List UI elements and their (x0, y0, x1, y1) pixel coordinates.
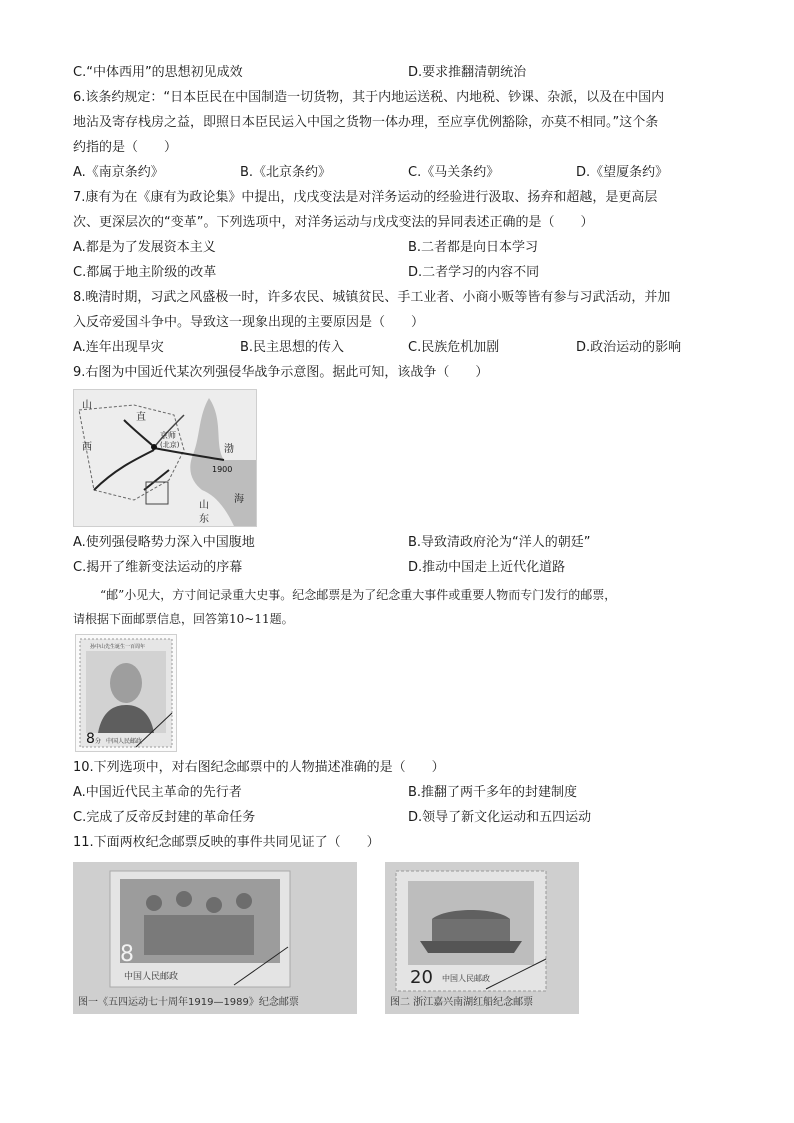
stamp-2-caption: 图一《五四运动七十周年1919—1989》纪念邮票 (78, 997, 299, 1008)
q8-option-b: B.民主思想的传入 (240, 340, 345, 355)
stamp-3-graphic (386, 863, 578, 1013)
q7-option-c: C.都属于地主阶级的改革 (73, 265, 217, 280)
q9-stem: 9.右图为中国近代某次列强侵华战争示意图。据此可知，该战争（ ） (73, 365, 489, 380)
map-label-bottom: 山 (199, 500, 209, 511)
stamp-intro-line-1: “邮”小见大，方寸间记录重大史事。纪念邮票是为了纪念重大事件或重要人物而专门发行的邮票， (100, 588, 617, 602)
stamp-red-boat (385, 862, 579, 1014)
q10-option-c: C.完成了反帝反封建的革命任务 (73, 810, 256, 825)
q8-option-d: D.政治运动的影响 (576, 340, 682, 355)
stamp-2-figure-4 (236, 893, 252, 909)
q8-stem-line-2: 入反帝爱国斗争中。导致这一现象出现的主要原因是（ ） (73, 315, 425, 330)
stamp-1-graphic (76, 635, 176, 751)
q7-option-a: A.都是为了发展资本主义 (73, 240, 216, 255)
stamp-3-caption: 图二 浙江嘉兴南湖红船纪念邮票 (390, 997, 534, 1008)
q9-option-a: A.使列强侵略势力深入中国腹地 (73, 535, 255, 550)
map-label-year: 1900 (212, 465, 233, 474)
q6-stem-line-3: 约指的是（ ） (73, 140, 178, 155)
q6-option-d: D.《望厦条约》 (576, 165, 669, 180)
q9-war-map (73, 389, 257, 527)
stamp-1-unit: 分 (95, 738, 102, 745)
stamp-2-figure-2 (176, 891, 192, 907)
stamp-2-country: 中国人民邮政 (124, 972, 179, 982)
stamp-1-top-text: 孙中山先生诞生一百周年 (90, 644, 146, 650)
q6-stem-line-2: 地沾及寄存栈房之益，即照日本臣民运入中国之货物一体办理，至应享优例豁除，亦莫不相同。”这个条 (73, 115, 659, 130)
q6-option-c: C.《马关条约》 (408, 165, 500, 180)
q11-stem: 11.下面两枚纪念邮票反映的事件共同见证了（ ） (73, 835, 380, 850)
q9-option-c: C.揭开了维新变法运动的序幕 (73, 560, 243, 575)
q5-option-d: D.要求推翻清朝统治 (408, 65, 527, 80)
map-label-left: 西 (82, 442, 92, 453)
stamp-2-figure-1 (146, 895, 162, 911)
q8-stem-line-1: 8.晚清时期，习武之风盛极一时，许多农民、城镇贫民、手工业者、小商小贩等皆有参与习武活动，并加 (73, 290, 671, 305)
map-graphic (74, 390, 256, 526)
stamp-1-value: 8 (86, 731, 95, 747)
q6-stem-line-1: 6.该条约规定：“日本臣民在中国制造一切货物，其于内地运送税、内地税、钞课、杂派，以及在中国内 (73, 90, 665, 105)
stamp-sun-yat-sen (75, 634, 177, 752)
q6-option-a: A.《南京条约》 (73, 165, 164, 180)
map-label-top-mid: 直 (136, 412, 146, 423)
q7-stem-line-1: 7.康有为在《康有为政论集》中提出，戊戌变法是对洋务运动的经验进行汲取、扬弃和超越，是更高层 (73, 190, 658, 205)
stamp-2-value: 8 (120, 942, 134, 967)
stamp-3-value: 20 (410, 967, 433, 988)
stamp-intro-line-2: 请根据下面邮票信息，回答第10~11题。 (73, 612, 294, 626)
q5-option-c: C.“中体西用”的思想初见成效 (73, 65, 243, 80)
q9-option-b: B.导致清政府沦为“洋人的朝廷” (408, 535, 591, 550)
stamp-1-portrait-head (110, 663, 142, 703)
q10-stem: 10.下列选项中，对右图纪念邮票中的人物描述准确的是（ ） (73, 760, 445, 775)
map-label-bottom-2: 东 (199, 514, 209, 525)
stamp-3-boat-hull (420, 941, 522, 953)
map-capital-dot (151, 444, 157, 450)
q10-option-b: B.推翻了两千多年的封建制度 (408, 785, 578, 800)
q7-option-d: D.二者学习的内容不同 (408, 265, 540, 280)
map-label-capital: 京师 (160, 431, 176, 440)
q10-option-d: D.领导了新文化运动和五四运动 (408, 810, 592, 825)
stamp-3-boat-cabin (432, 919, 510, 941)
stamp-2-crowd (144, 915, 254, 955)
stamp-3-country: 中国人民邮政 (442, 974, 490, 983)
map-label-sea-2: 海 (234, 494, 244, 505)
map-label-capital-sub: (北京) (160, 441, 180, 449)
q9-option-d: D.推动中国走上近代化道路 (408, 560, 566, 575)
map-label-sea-1: 渤 (224, 444, 234, 455)
q10-option-a: A.中国近代民主革命的先行者 (73, 785, 242, 800)
stamp-2-graphic (74, 863, 356, 1013)
q8-option-a: A.连年出现旱灾 (73, 340, 164, 355)
stamp-1-country: 中国人民邮政 (106, 738, 143, 745)
q6-option-b: B.《北京条约》 (240, 165, 332, 180)
q7-option-b: B.二者都是向日本学习 (408, 240, 539, 255)
stamp-may-fourth (73, 862, 357, 1014)
map-label-top-left: 山 (82, 400, 92, 411)
q8-option-c: C.民族危机加剧 (408, 340, 500, 355)
stamp-2-figure-3 (206, 897, 222, 913)
q7-stem-line-2: 次、更深层次的“变革”。下列选项中，对洋务运动与戊戌变法的异同表述正确的是（ ） (73, 215, 594, 230)
